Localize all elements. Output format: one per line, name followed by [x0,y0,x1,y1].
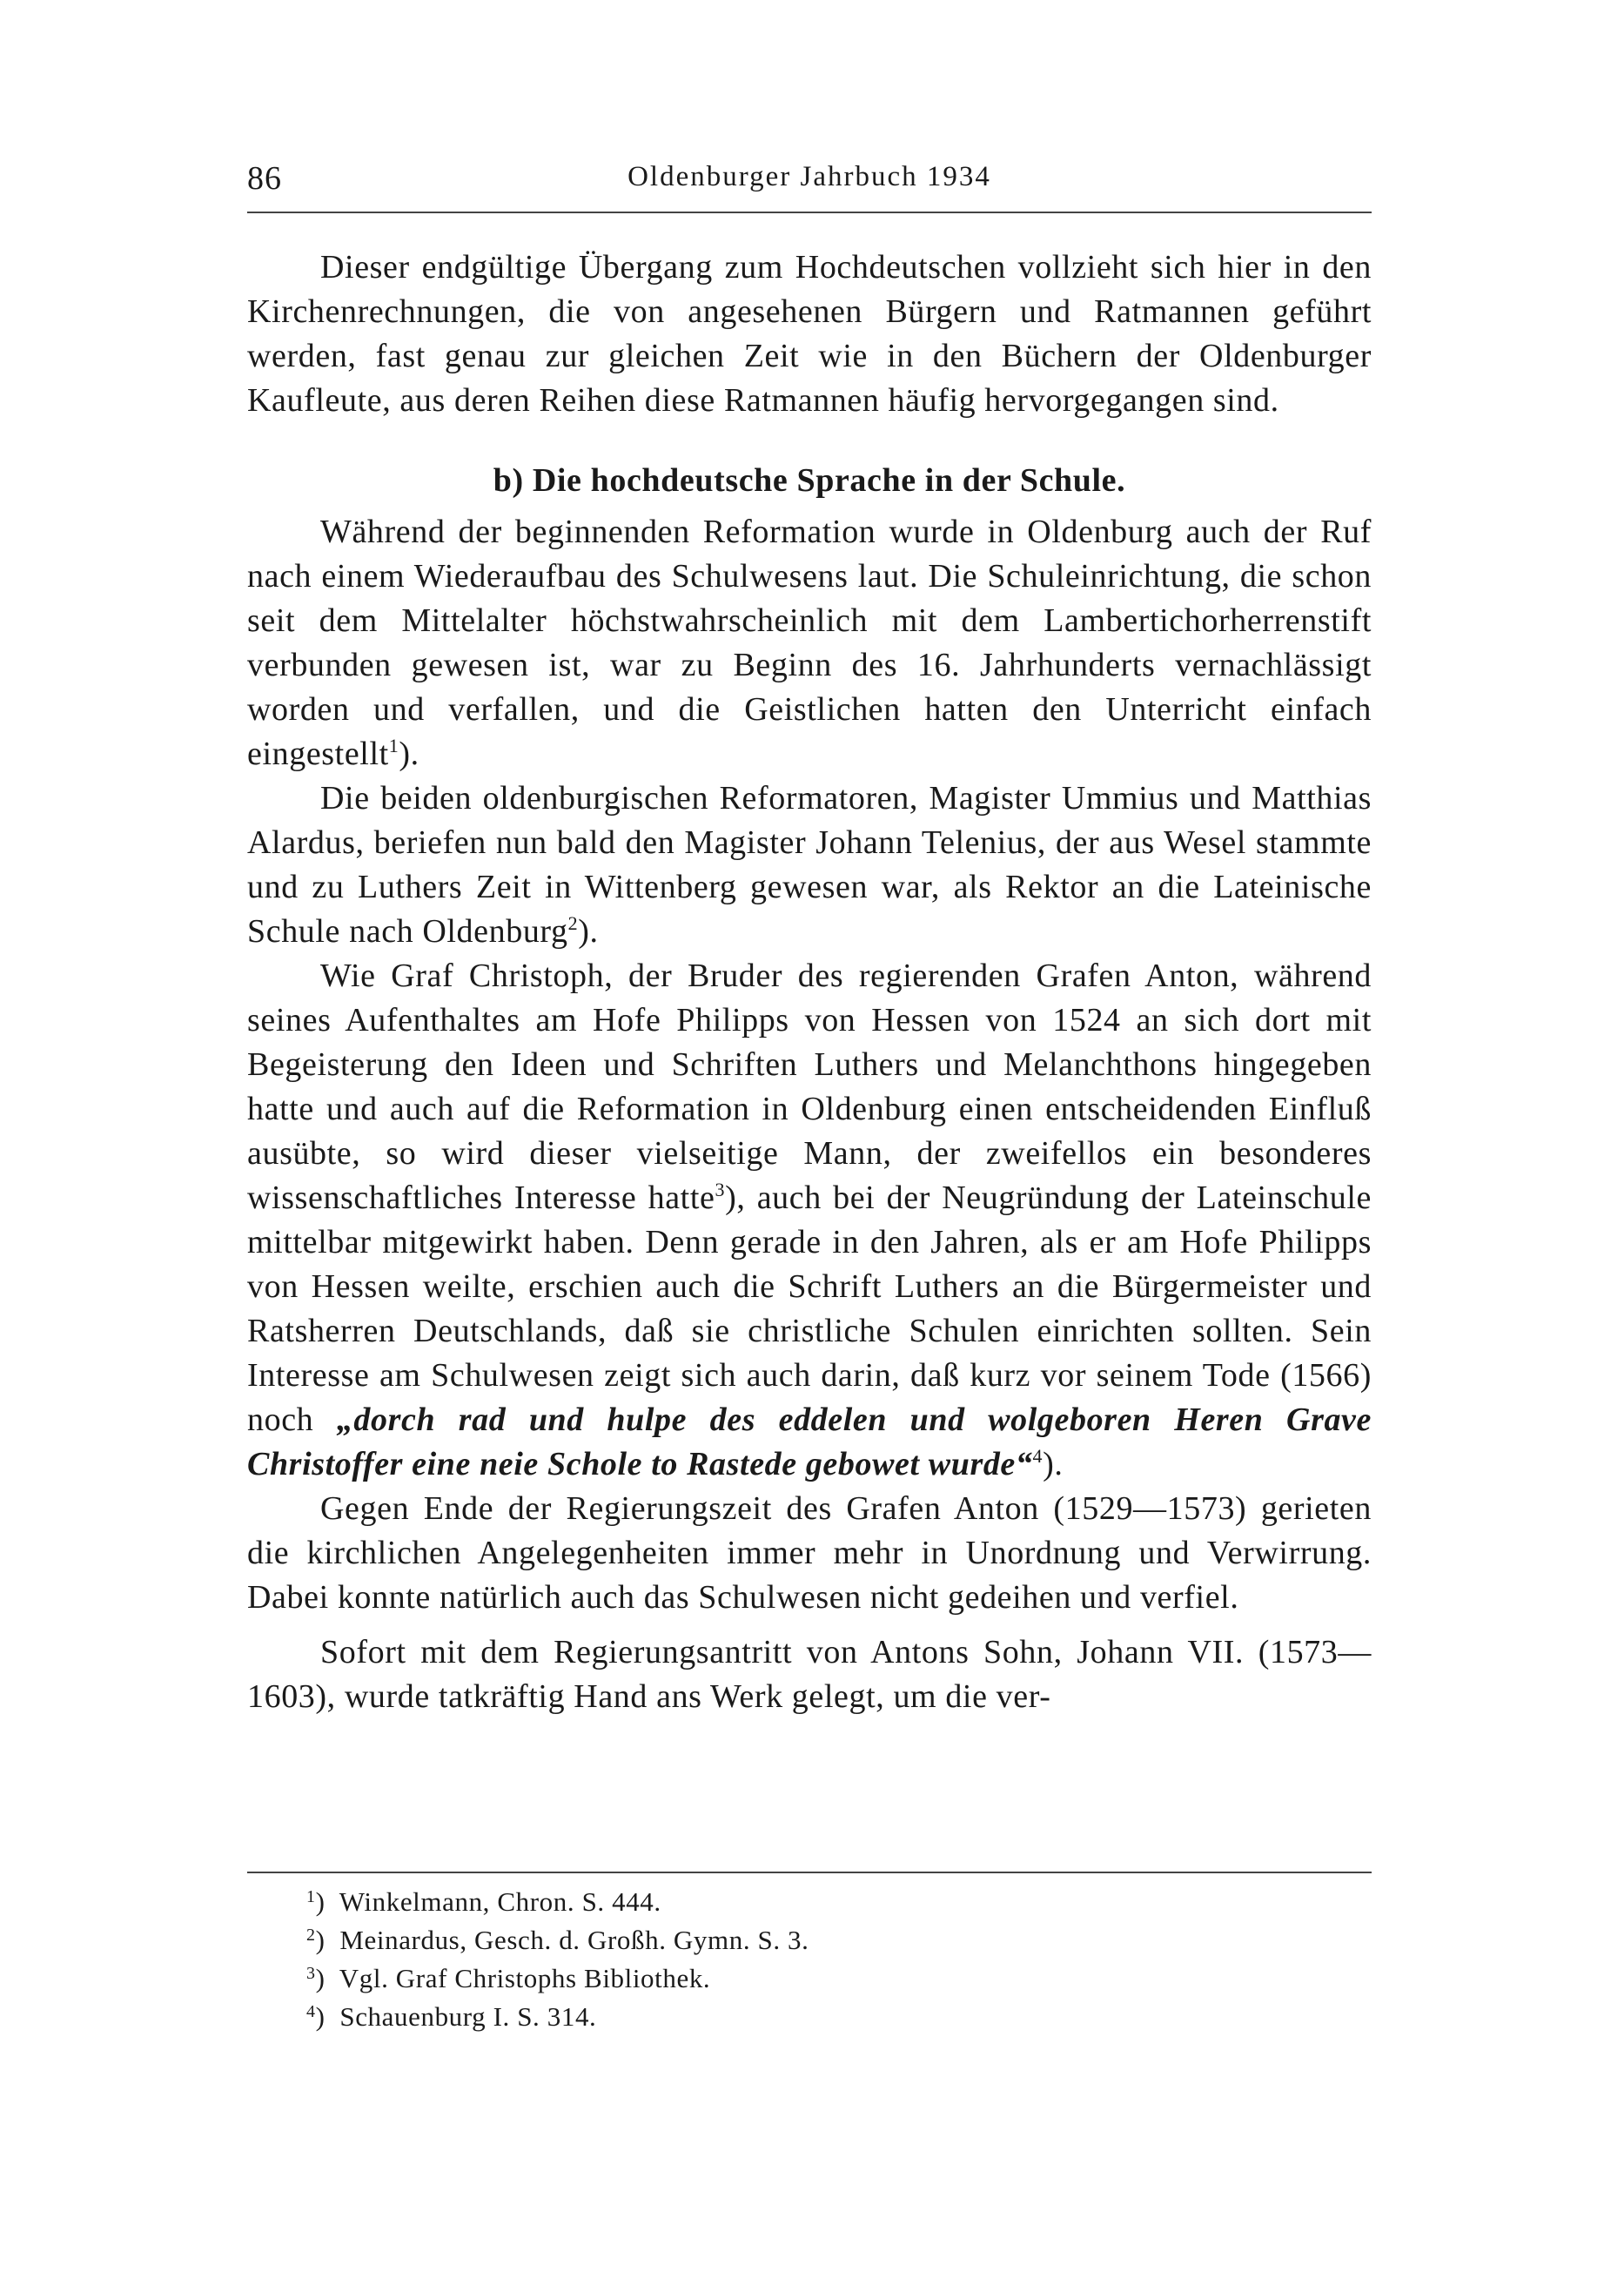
footnote-ref-4: 4 [1032,1445,1044,1467]
footnote-ref-1: 1 [388,735,399,756]
footnote-3 [306,1959,1264,1998]
footnote-ref-3: 3 [715,1179,726,1200]
footnote-2 [306,1921,1264,1959]
paragraph-3-text: Die beiden oldenburgischen Reformatoren, Magister Ummius und Matthias Alardus, beriefen nun bald den Magister Johann Telenius, der aus Wesel stammte und zu Luthers Zeit in Wittenberg gewesen war, als Rektor an die Lateinische Schule nach Oldenburg [247,780,1372,950]
footnote-marker: $^1$) [306,1886,325,1917]
paragraph-4-quote: „dorch rad und hulpe des eddelen und wolgeboren Heren Grave Christoffer eine neie Schole to Rastede gebowet wurde“ [247,1401,1372,1482]
paragraph-4-text-b: ), auch bei der Neugründung der Lateinschule mittelbar mitgewirkt haben. Denn gerade in den Jahren, als er am Hofe Philipps von Hessen weilte, erschien auch die Schrift Luthers an die Bürgermeister und Ratsherren Deutschlands, daß sie christliche Schulen einrichten sollten. Sein Interesse am Schulwesen zeigt sich auch darin, daß kurz vor seinem Tode (1566) noch [247,1180,1372,1438]
footnote-text: Vgl. Graf Christophs Bibliothek. [339,1963,711,1993]
body-text [247,245,1372,1719]
paragraph-3 [247,776,1372,954]
footnote-text: Schauenburg I. S. 314. [339,2001,597,2032]
footnote-text: Meinardus, Gesch. d. Großh. Gymn. S. 3. [339,1925,809,1955]
paragraph-4-text-a: Wie Graf Christoph, der Bruder des regierenden Grafen Anton, während seines Aufenthaltes am Hofe Philipps von Hessen von 1524 an sich dort mit Begeisterung den Ideen und Schriften Luthers und Melanchthons hingegeben hatte und auch auf die Reformation in Oldenburg einen entscheidenden Einfluß ausübte, so wird dieser vielseitige Mann, der zweifellos ein besonderes wissenschaftliches Interesse hatte [247,958,1372,1216]
footnote-ref-2: 2 [567,912,579,934]
footnote-number: 2 [306,1926,316,1945]
footnote-number: 1 [306,1887,316,1906]
footnotes [306,1883,1264,2036]
paragraph-3-end: ). [578,913,599,950]
paragraph-5: Gegen Ende der Regierungszeit des Grafen Anton (1529—1573) gerieten die kirchlichen Angelegenheiten immer mehr in Unordnung und Verwirrung. Dabei konnte natürlich auch das Schulwesen nicht gedeihen und verfiel. [247,1490,1372,1616]
footnote-number: 3 [306,1964,316,1983]
paragraph-2 [247,510,1372,776]
page-number: 86 [247,160,282,197]
running-title: Oldenburger Jahrbuch 1934 [627,161,991,192]
section-heading: b) Die hochdeutsche Sprache in der Schule. [493,462,1126,499]
footnote-number: 4 [306,2002,316,2021]
footnote-divider [247,1872,1372,1873]
paragraph-6: Sofort mit dem Regierungsantritt von Antons Sohn, Johann VII. (1573—1603), wurde tatkräftig Hand ans Werk gelegt, um die ver- [247,1634,1372,1715]
paragraph-2-text: Während der beginnenden Reformation wurde in Oldenburg auch der Ruf nach einem Wiederaufbau des Schulwesens laut. Die Schuleinrichtung, die schon seit dem Mittelalter höchstwahrscheinlich mit dem Lambertichorherrenstift verbunden gewesen ist, war zu Beginn des 16. Jahrhunderts vernachlässigt worden und verfallen, und die Geistlichen hatten den Unterricht einfach eingestellt [247,514,1372,772]
paragraph-2-end: ). [399,736,419,772]
page-header [247,159,1372,213]
footnote-1 [306,1883,1264,1921]
paragraph-4-end: ). [1043,1446,1064,1482]
footnote-4 [306,1998,1264,2036]
footnote-text: Winkelmann, Chron. S. 444. [339,1886,661,1917]
paragraph-1: Dieser endgültige Übergang zum Hochdeutschen vollzieht sich hier in den Kirchenrechnungen, die von angesehenen Bürgern und Ratmannen geführt werden, fast genau zur gleichen Zeit wie in den Büchern der Oldenburger Kaufleute, aus deren Reihen diese Ratmannen häufig hervorgegangen sind. [247,249,1372,419]
footnote-marker: $^2$) [306,1925,325,1955]
footnote-marker: $^4$) [306,2001,325,2032]
paragraph-4 [247,954,1372,1487]
footnote-marker: $^3$) [306,1963,325,1993]
